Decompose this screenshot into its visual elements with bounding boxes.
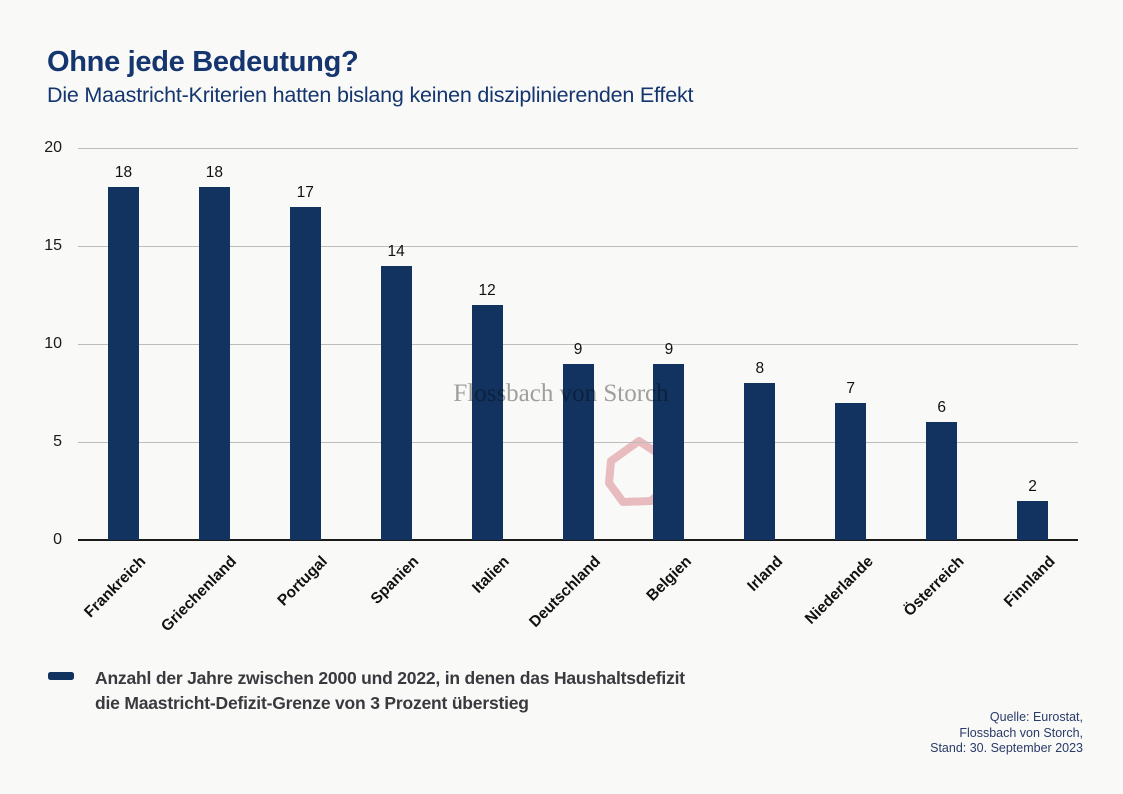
bar-Österreich bbox=[926, 422, 957, 540]
bar-value-label: 7 bbox=[846, 379, 856, 397]
bar-Griechenland bbox=[199, 187, 230, 540]
x-axis-label: Frankreich bbox=[81, 553, 150, 622]
watermark-text: Flossbach von Storch bbox=[453, 380, 669, 407]
bar-value-label: 8 bbox=[755, 360, 765, 378]
bar-value-label: 9 bbox=[664, 340, 674, 358]
y-tick-label-10: 10 bbox=[44, 335, 62, 352]
bar-Finnland bbox=[1017, 501, 1048, 540]
legend-swatch bbox=[48, 672, 74, 680]
bar-value-label: 17 bbox=[296, 183, 314, 201]
source-line3: Stand: 30. September 2023 bbox=[930, 741, 1083, 755]
x-axis-label: Belgien bbox=[643, 553, 695, 605]
bar-Portugal bbox=[290, 207, 321, 540]
source-line2: Flossbach von Storch, bbox=[959, 725, 1083, 740]
bar-value-label: 18 bbox=[205, 164, 223, 182]
source-line1: Quelle: Eurostat, bbox=[989, 710, 1083, 724]
bar-Irland bbox=[744, 383, 775, 540]
x-axis-label: Italien bbox=[469, 553, 514, 597]
legend-label bbox=[95, 666, 685, 716]
bar-Italien bbox=[472, 305, 503, 540]
x-axis-label: Deutschland bbox=[526, 553, 605, 631]
chart-title: Ohne jede Bedeutung? bbox=[47, 46, 359, 78]
y-tick-label-5: 5 bbox=[53, 433, 62, 450]
x-axis-label: Griechenland bbox=[158, 553, 241, 636]
legend-label-line1: Anzahl der Jahre zwischen 2000 und 2022, in denen das Haushaltsdefizit bbox=[95, 668, 685, 688]
bar-value-label: 6 bbox=[937, 399, 946, 417]
bar-value-label: 14 bbox=[387, 242, 405, 260]
bar-value-label: 9 bbox=[573, 340, 583, 358]
bar-chart bbox=[44, 139, 1078, 636]
bar-value-label: 12 bbox=[478, 281, 496, 299]
bar-Spanien bbox=[381, 266, 412, 540]
x-axis-label: Portugal bbox=[274, 553, 332, 610]
x-axis-label: Finnland bbox=[1000, 553, 1059, 611]
source-note bbox=[930, 710, 1083, 757]
x-axis-label: Irland bbox=[743, 553, 786, 595]
bar-value-label: 2 bbox=[1028, 477, 1037, 495]
x-axis-label: Niederlande bbox=[801, 553, 877, 628]
legend bbox=[48, 666, 685, 716]
y-tick-label-15: 15 bbox=[44, 237, 62, 254]
bar-value-label: 18 bbox=[114, 164, 133, 182]
bar-Niederlande bbox=[835, 403, 866, 540]
gridline-20 bbox=[78, 148, 1078, 149]
y-tick-label-20: 20 bbox=[44, 139, 62, 156]
x-axis-label: Österreich bbox=[900, 553, 968, 620]
x-axis-label: Spanien bbox=[367, 553, 423, 608]
legend-label-line2: die Maastricht-Defizit-Grenze von 3 Prozent überstieg bbox=[95, 693, 529, 713]
bar-Frankreich bbox=[108, 187, 139, 540]
y-tick-label-0: 0 bbox=[53, 531, 62, 548]
chart-subtitle: Die Maastricht-Kriterien hatten bislang keinen disziplinierenden Effekt bbox=[47, 83, 694, 107]
